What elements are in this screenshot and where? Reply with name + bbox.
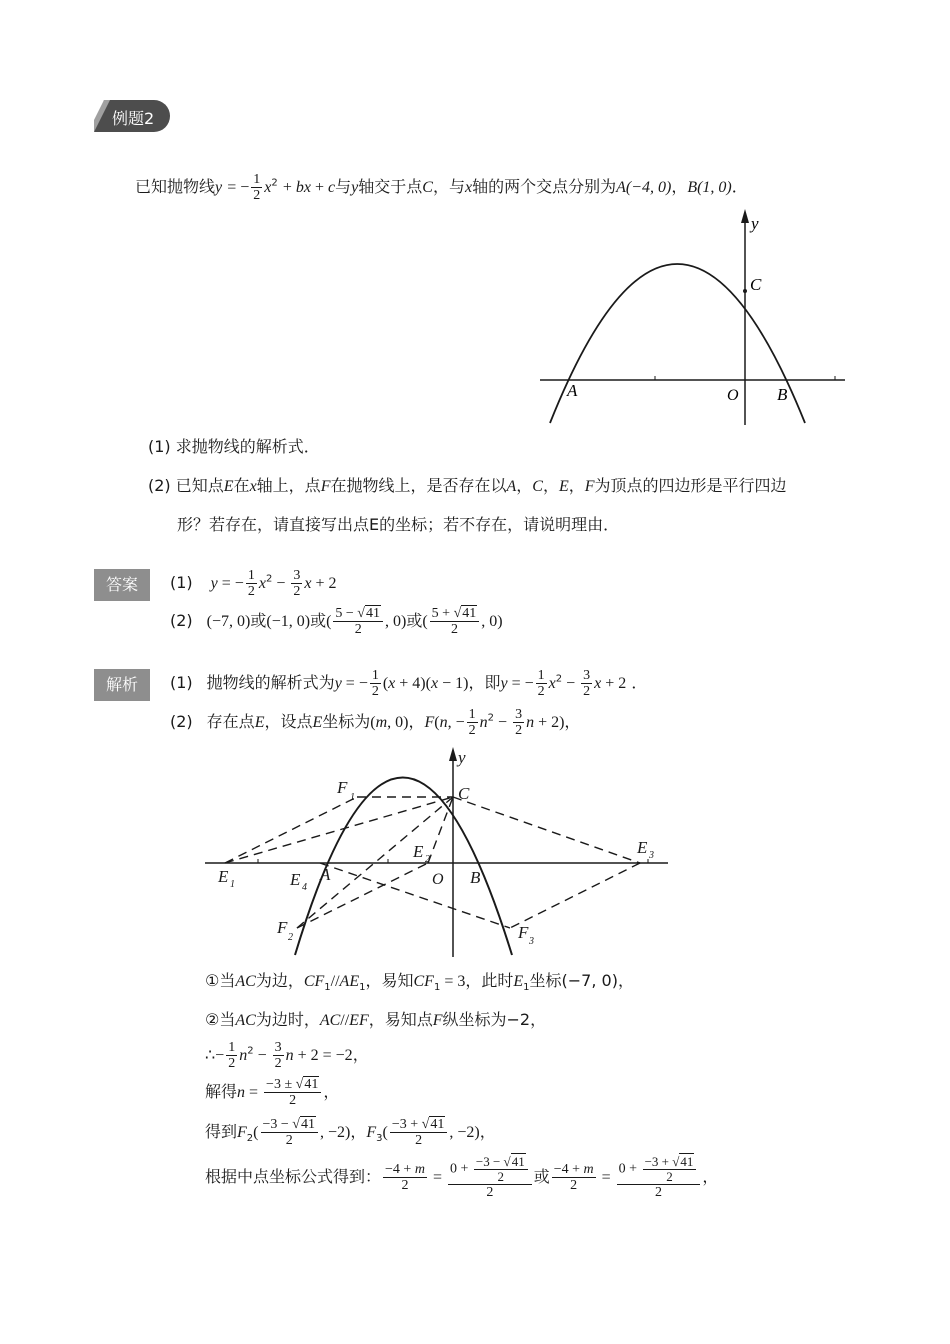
problem-text-mid2: 轴交于点 — [358, 177, 423, 196]
case-2-end: 纵坐标为−2， — [442, 1010, 547, 1029]
case-2: ②当AC为边时，AC//EF，易知点F纵坐标为−2， — [205, 1010, 547, 1029]
label-y: y — [751, 214, 759, 233]
problem-text-mid3: ，与 — [432, 177, 465, 196]
label-a: A — [567, 381, 578, 400]
label-e1-sub: 1 — [230, 879, 235, 890]
problem-text-mid4: 轴的两个交点分别为 — [472, 177, 617, 196]
or-1: 或 — [250, 611, 267, 630]
analysis-1-mid: ，即 — [468, 673, 501, 692]
midpoint-or: 或 — [533, 1167, 550, 1186]
y-axis-arrow — [741, 209, 749, 223]
label-b-2: B — [470, 868, 481, 887]
label-y-2: y — [458, 748, 466, 767]
analysis-2-mid2: 坐标为 — [322, 712, 371, 731]
case-2-mid2: ，易知点 — [368, 1010, 433, 1029]
analysis-2: (2) 存在点E，设点E坐标为(m, 0)，F(n, − $\frac{1}{2}$ $n^2$ − $\frac{3}{2}$ n + 2)， — [170, 707, 581, 738]
figure-1-parabola — [535, 205, 855, 430]
label-e1: E — [218, 867, 229, 886]
analysis-2-num: (2) — [170, 712, 193, 731]
problem-text-mid1: 与 — [335, 177, 352, 196]
point-a: A(−4, 0) — [616, 179, 672, 196]
analysis-1: (1) 抛物线的解析式为y = − $\frac{1}{2}$ (x + 4)(x − 1)，即y = − $\frac{1}{2}$ $x^2$ − $\frac{3}{2}$ x + 2 ． — [170, 668, 648, 699]
label-f2: F — [277, 918, 288, 937]
solve-text: 解得 — [205, 1082, 238, 1101]
label-f1-sub: 1 — [350, 792, 355, 803]
label-e4-sub: 4 — [302, 882, 307, 893]
answer-1: (1) y = − $\frac{1}{2}$ $x^2$ − $\frac{3}{2}$ x + 2 — [170, 568, 337, 599]
figure-2-parallelograms — [200, 745, 675, 965]
answer-2: (2) (−7, 0)或(−1, 0)或( $\frac{5 - √41}{2}$ , 0)或( $\frac{5 + √41}{2}$ , 0) — [170, 606, 503, 637]
point-b: B(1, 0) — [687, 179, 732, 196]
label-a-2: A — [320, 865, 331, 884]
label-o-2: O — [432, 871, 444, 888]
or-2: 或 — [310, 611, 327, 630]
q2-mid3: 在抛物线上，是否存在以 — [330, 476, 507, 495]
label-b: B — [777, 385, 788, 404]
example-tag-label: 例题2 — [112, 109, 155, 128]
question-2-line1: (2) 已知点E在x轴上，点F在抛物线上，是否存在以A，C，E，F为顶点的四边形是平行四边 — [148, 476, 787, 495]
case-1: ①当AC为边，$CF_1//AE_1$，易知$CF_1 = 3$，此时$E_1$坐标(−7, 0)， — [205, 971, 634, 994]
problem-text-end: ． — [731, 177, 748, 196]
q2-mid2: 轴上，点 — [256, 476, 321, 495]
label-e3: E — [637, 838, 648, 857]
case-1-mid: 为边， — [255, 971, 304, 990]
label-f3-sub: 3 — [529, 936, 534, 947]
problem-text-prefix: 已知抛物线 — [135, 177, 216, 196]
label-f2-sub: 2 — [288, 932, 293, 943]
get-text: 得到 — [205, 1122, 238, 1141]
answer-tag: 答案 — [94, 569, 150, 601]
case-1-mid3: ，此时 — [465, 971, 514, 990]
equation-line: ∴− $\frac{1}{2}$ $n^2$ − $\frac{3}{2}$ n + 2 = −2， — [205, 1040, 369, 1071]
label-e3-sub: 3 — [649, 850, 654, 861]
case-2-prefix: ②当 — [205, 1010, 236, 1029]
label-c: C — [750, 275, 762, 294]
question-2-line2: 形？若存在，请直接写出点E的坐标；若不存在，请说明理由． — [177, 515, 620, 534]
problem-statement: 已知抛物线y = − $\frac{1}{2}$ $x^2$ + bx + c与y轴交于点C，与x轴的两个交点分别为A(−4, 0)，B(1, 0)． — [135, 172, 748, 203]
label-o: O — [727, 387, 739, 404]
label-f3: F — [518, 923, 529, 942]
question-1: (1) 求抛物线的解析式． — [148, 437, 320, 456]
parabola-curve — [550, 264, 805, 423]
case-1-prefix: ①当 — [205, 971, 236, 990]
analysis-2-text: 存在点 — [206, 712, 255, 731]
answer-1-num: (1) — [170, 573, 193, 592]
midpoint-text: 根据中点坐标公式得到： — [205, 1167, 382, 1186]
analysis-2-mid: ，设点 — [264, 712, 313, 731]
point-c-dot — [743, 289, 747, 293]
midpoint-line: 根据中点坐标公式得到： $\frac{-4 + m}{2}$ = 0 + $\frac{-3 - √41}{2}$ 2 或 $\frac{-4 + m}{2}$ = 0 + $\frac{-3 + √41}{2}$ 2 ， — [205, 1154, 719, 1200]
analysis-1-text: 抛物线的解析式为 — [206, 673, 335, 692]
solve-line: 解得n = $\frac{-3 \pm √41}{2}$ ， — [205, 1077, 340, 1108]
label-f1: F — [337, 778, 348, 797]
label-c-2: C — [458, 784, 470, 803]
y-axis-2-arrow — [449, 747, 457, 761]
example-tag — [94, 100, 170, 132]
q2-end: 为顶点的四边形是平行四边 — [594, 476, 787, 495]
case-1-end: 坐标(−7, 0)， — [529, 971, 634, 990]
q2-mid1: 在 — [233, 476, 250, 495]
or-3: 或 — [406, 611, 423, 630]
case-2-mid: 为边时， — [255, 1010, 320, 1029]
label-e2-sub: 2 — [425, 854, 430, 865]
analysis-1-num: (1) — [170, 673, 193, 692]
label-e2: E — [413, 842, 424, 861]
answer-2-num: (2) — [170, 611, 193, 630]
case-1-mid2: ，易知 — [365, 971, 414, 990]
q2-prefix: (2) 已知点 — [148, 476, 224, 495]
analysis-tag: 解析 — [94, 669, 150, 701]
label-e4: E — [290, 870, 301, 889]
get-line: 得到$F_2$( $\frac{-3 - √41}{2}$ , −2)，$F_3$( $\frac{-3 + √41}{2}$ , −2)， — [205, 1117, 496, 1148]
